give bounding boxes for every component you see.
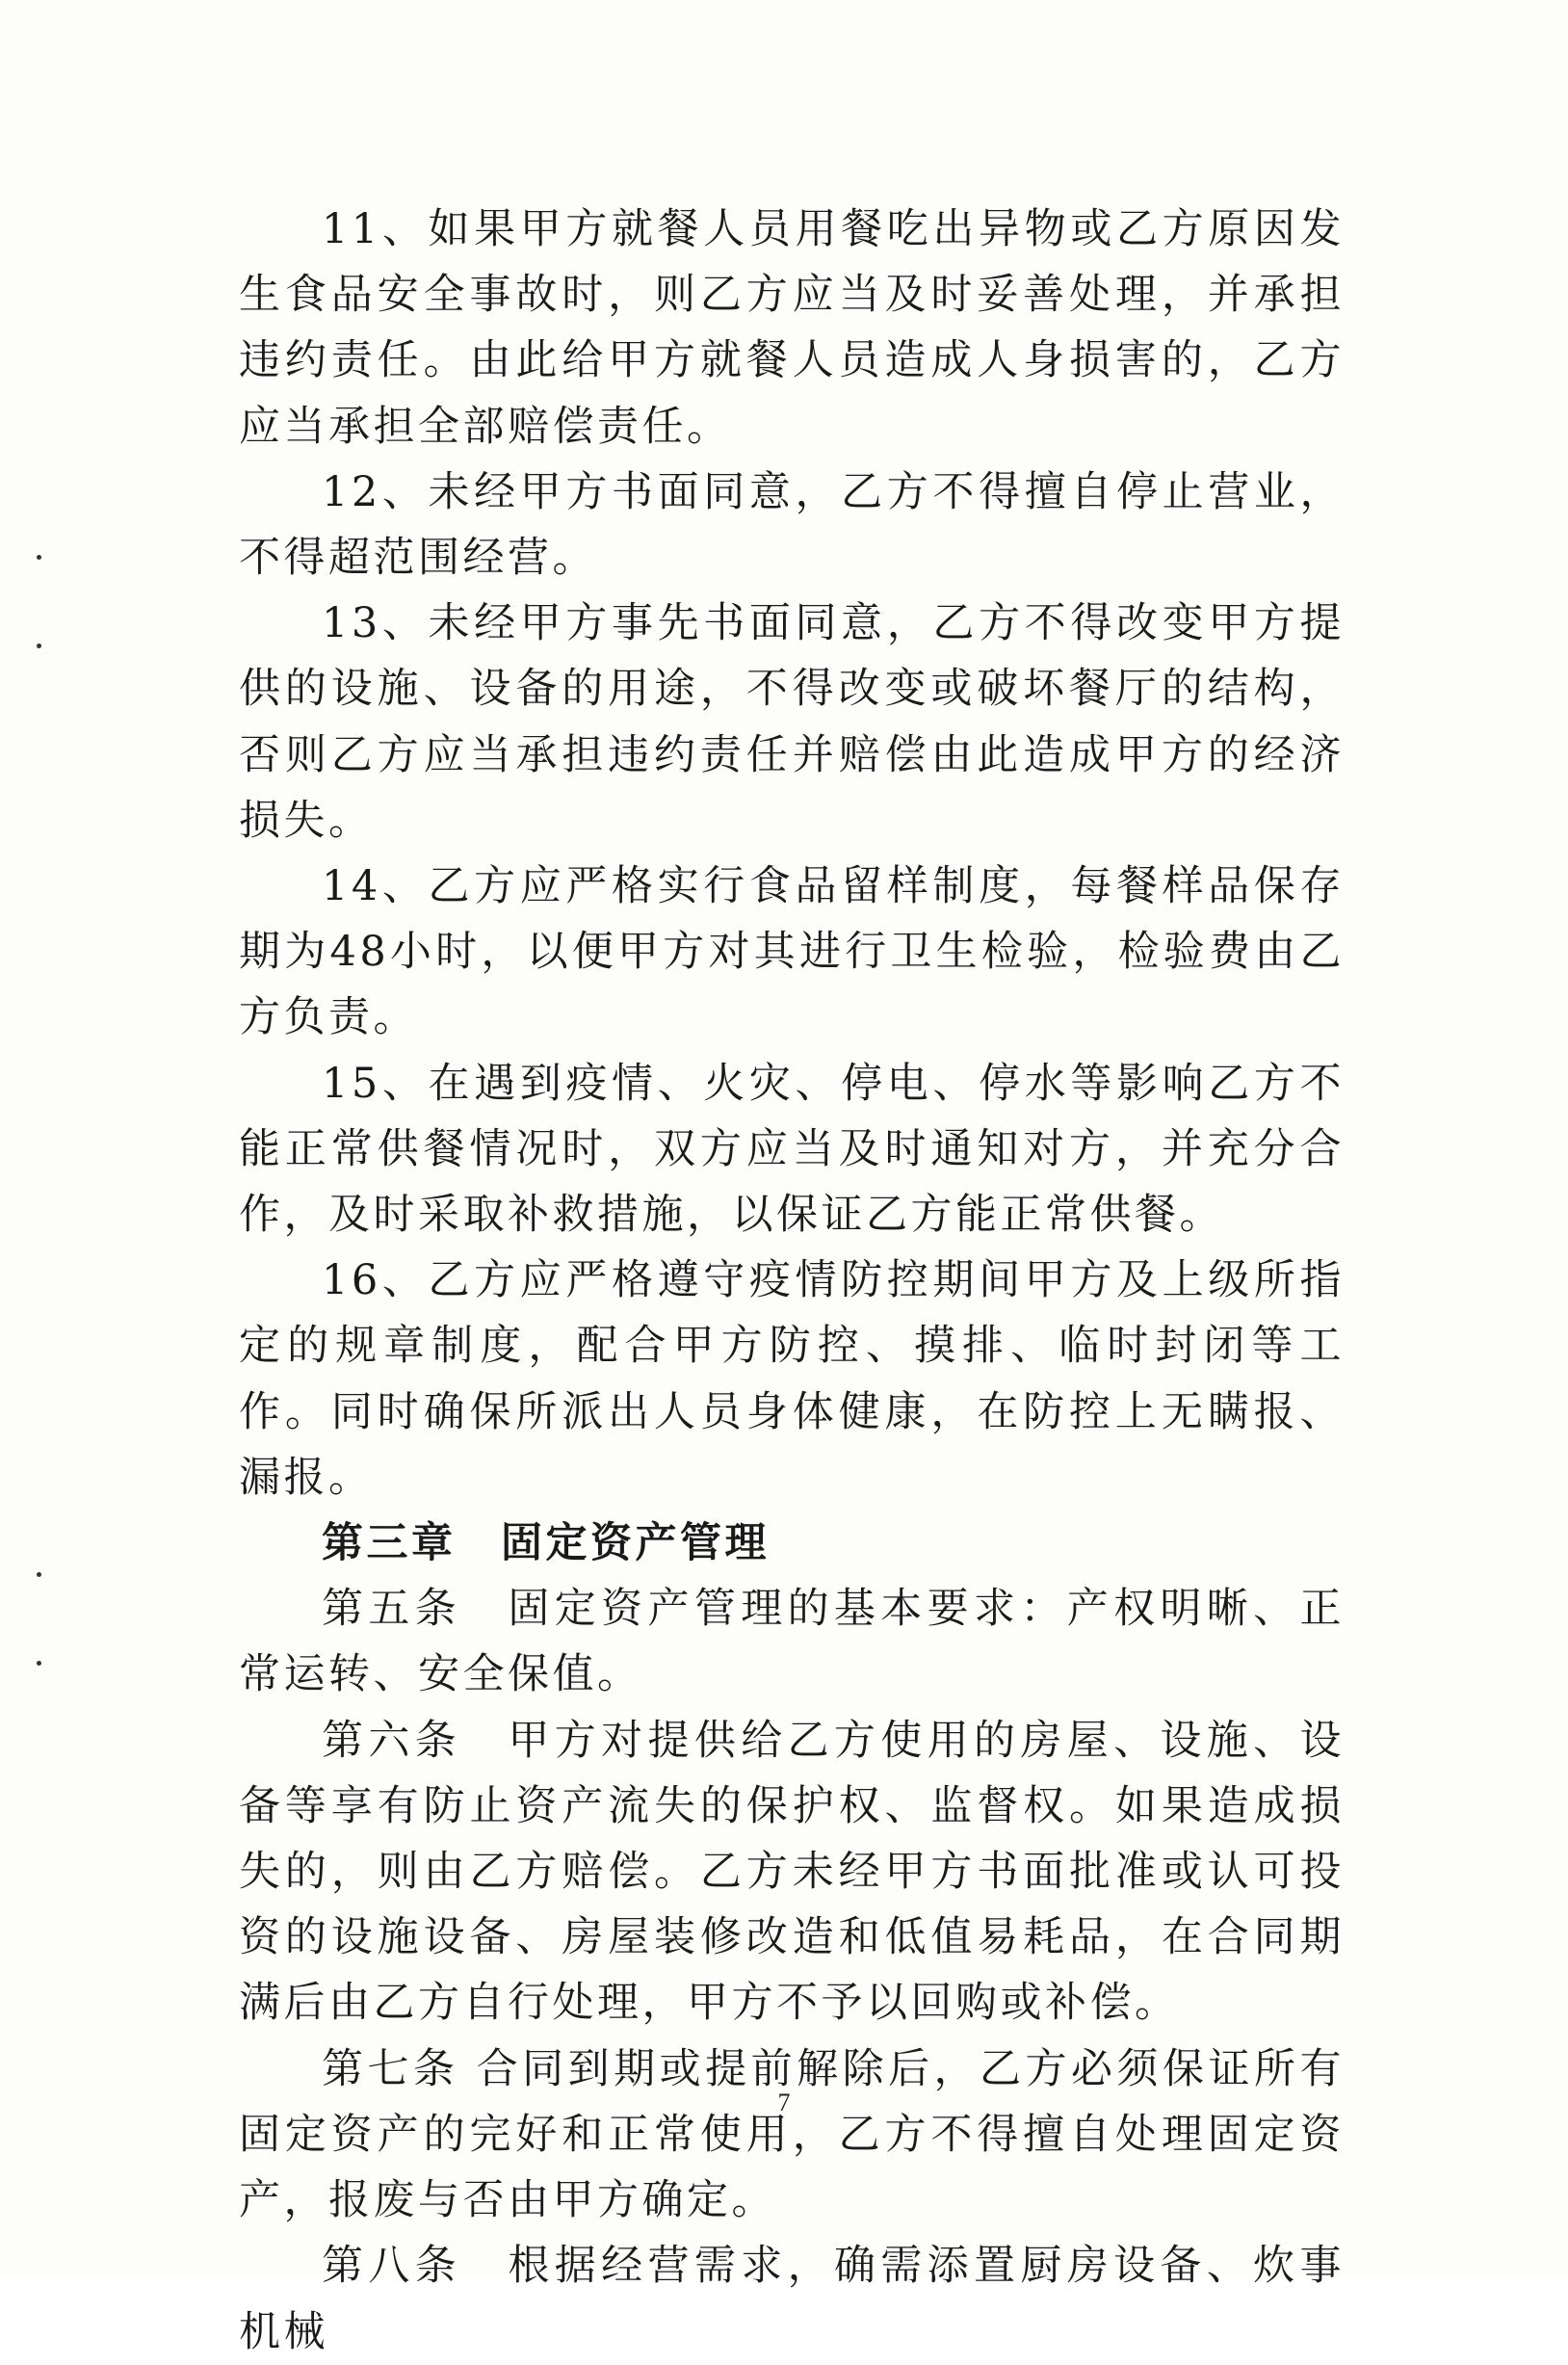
clause-11: 11、如果甲方就餐人员用餐吃出异物或乙方原因发生食品安全事故时，则乙方应当及时妥善处理，并承担违约责任。由此给甲方就餐人员造成人身损害的，乙方应当承担全部赔偿责任。 xyxy=(239,205,1345,451)
clause-12: 12、未经甲方书面同意，乙方不得擅自停止营业，不得超范围经营。 xyxy=(239,467,1345,583)
clause-14: 14、乙方应严格实行食品留样制度，每餐样品保存期为48小时，以便甲方对其进行卫生检验，检验费由乙方负责。 xyxy=(239,862,1345,1042)
page-number: 7 xyxy=(777,2089,791,2116)
binding-hole-dot xyxy=(37,1572,41,1577)
clause-16: 16、乙方应严格遵守疫情防控期间甲方及上级所指定的规章制度，配合甲方防控、摸排、临时封闭等工作。同时确保所派出人员身体健康，在防控上无瞒报、漏报。 xyxy=(239,1256,1345,1502)
binding-hole-dot xyxy=(37,555,41,560)
binding-hole-dot xyxy=(37,644,41,648)
article-8: 第八条 根据经营需求，确需添置厨房设备、炊事机械 xyxy=(239,2242,1345,2356)
clause-13: 13、未经甲方事先书面同意，乙方不得改变甲方提供的设施、设备的用途，不得改变或破坏餐厅的结构，否则乙方应当承担违约责任并赔偿由此造成甲方的经济损失。 xyxy=(239,599,1345,845)
article-7: 第七条 合同到期或提前解除后，乙方必须保证所有固定资产的完好和正常使用，乙方不得擅自处理固定资产，报废与否由甲方确定。 xyxy=(239,2044,1345,2225)
article-6: 第六条 甲方对提供给乙方使用的房屋、设施、设备等享有防止资产流失的保护权、监督权。如果造成损失的，则由乙方赔偿。乙方未经甲方书面批准或认可投资的设施设备、房屋装修改造和低值易耗品，在合同期满后由乙方自行处理，甲方不予以回购或补偿。 xyxy=(239,1716,1345,2028)
clause-15: 15、在遇到疫情、火灾、停电、停水等影响乙方不能正常供餐情况时，双方应当及时通知对方，并充分合作，及时采取补救措施，以保证乙方能正常供餐。 xyxy=(239,1059,1345,1240)
document-body xyxy=(239,197,1345,2365)
chapter-heading: 第三章 固定资产管理 xyxy=(322,1519,770,1568)
binding-hole-dot xyxy=(37,1661,41,1666)
article-5: 第五条 固定资产管理的基本要求：产权明晰、正常运转、安全保值。 xyxy=(239,1585,1345,1699)
